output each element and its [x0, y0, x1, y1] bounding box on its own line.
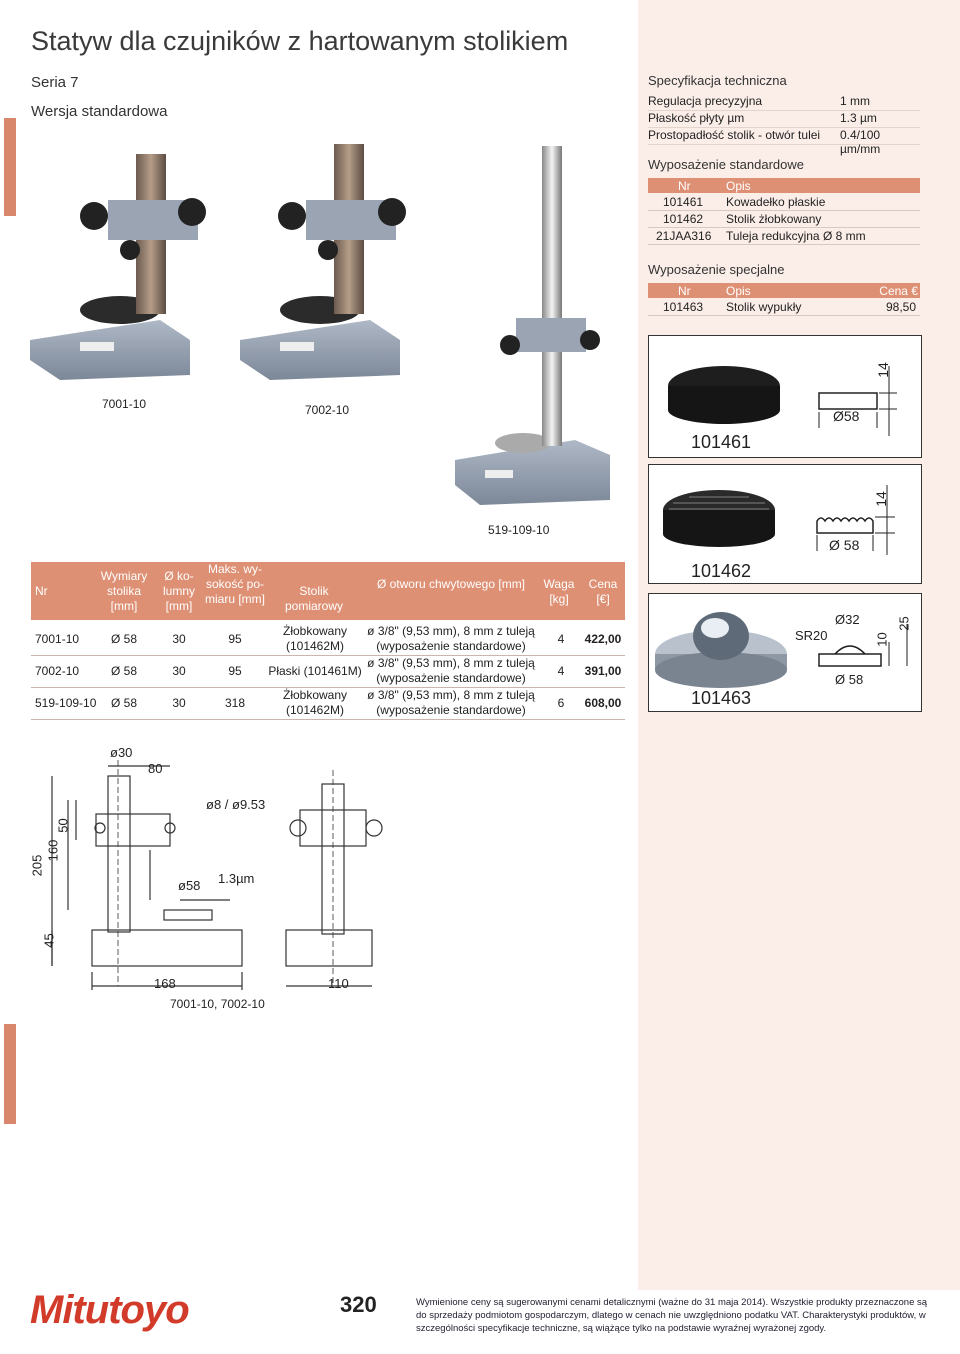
cell-price: 98,50	[885, 300, 916, 314]
cell-price: 391,00	[584, 664, 622, 678]
cell-nr: 101462	[663, 212, 704, 226]
dim-diameter: Ø58	[833, 408, 860, 424]
dim-160: 160	[45, 839, 61, 862]
cell-column: 30	[172, 632, 186, 646]
spec-row	[648, 110, 920, 128]
table-row	[31, 624, 625, 656]
technical-drawing	[30, 740, 390, 1000]
dim-50: 50	[55, 818, 71, 833]
cell-nr: 7001-10	[35, 632, 80, 646]
standard-heading: Wyposażenie standardowe	[648, 157, 804, 172]
dim-base-diameter: Ø 58	[835, 672, 864, 687]
product-table-header	[31, 562, 625, 620]
spec-heading: Specyfikacja techniczna	[648, 73, 787, 88]
accent-bar-bottom	[4, 1024, 16, 1124]
stand-7002-10	[240, 144, 406, 380]
mitutoyo-logo: Mitutoyo	[30, 1288, 189, 1332]
stand-7001-10	[30, 154, 206, 380]
drawing-caption: 7001-10, 7002-10	[170, 997, 265, 1011]
cell-nr: 101461	[663, 195, 704, 209]
col-desc: Opis	[726, 284, 751, 298]
spec-label: Prostopadłość stolik - otwór tulei	[648, 128, 821, 142]
dim-table-diameter: ø58	[178, 878, 201, 893]
part-code: 101463	[691, 688, 752, 708]
cell-desc: Kowadełko płaskie	[726, 195, 826, 209]
dim-diameter: Ø 58	[829, 537, 860, 553]
grooved-table-image	[649, 465, 921, 583]
table-row	[648, 299, 920, 316]
th-hole: Ø otworu chwytowego [mm]	[376, 577, 526, 591]
dim-height-10: 10	[874, 632, 890, 647]
th-weight: Waga [kg]	[543, 577, 575, 606]
flat-anvil-image	[649, 336, 921, 457]
cell-price: 608,00	[584, 696, 622, 710]
th-stolik: Stolik pomiarowy	[284, 584, 344, 613]
dim-45: 45	[41, 933, 57, 948]
dim-hole: ø8 / ø9.53	[206, 797, 266, 812]
cell-dims: Ø 58	[110, 696, 137, 710]
col-price: Cena €	[879, 284, 918, 298]
cell-weight: 6	[557, 696, 565, 710]
standard-table-header	[648, 178, 920, 193]
spec-row	[648, 127, 920, 156]
part-101461-box	[648, 335, 922, 458]
table-row	[31, 656, 625, 688]
part-code: 101461	[691, 432, 752, 452]
th-dims: Wymiary stolika [mm]	[100, 569, 148, 613]
th-column: Ø ko- lumny [mm]	[162, 569, 195, 613]
dim-ball-diameter: Ø32	[835, 612, 860, 627]
part-101463-box	[648, 593, 922, 712]
dim-205: 205	[29, 854, 45, 877]
cell-nr: 7002-10	[35, 664, 80, 678]
dim-flatness: 1.3µm	[218, 871, 255, 886]
col-nr: Nr	[678, 284, 691, 298]
dim-column-diameter: ø30	[110, 745, 133, 760]
cell-hole: ø 3/8" (9,53 mm), 8 mm z tuleją (wyposażenie standardowe)	[367, 688, 535, 717]
cell-desc: Tuleja redukcyjna Ø 8 mm	[726, 229, 866, 243]
col-desc: Opis	[726, 179, 751, 193]
page-number: 320	[340, 1292, 377, 1317]
cell-stolik: Żłobkowany (101462M)	[282, 688, 348, 717]
dim-80: 80	[148, 761, 163, 776]
cell-max: 318	[224, 696, 246, 710]
cell-weight: 4	[557, 632, 565, 646]
caption-519-109-10: 519-109-10	[488, 523, 550, 537]
spec-value: 0.4/100 µm/mm	[840, 128, 881, 156]
series-label: Seria 7	[31, 74, 79, 91]
col-nr: Nr	[678, 179, 691, 193]
cell-dims: Ø 58	[110, 664, 137, 678]
dim-height: 14	[874, 362, 891, 378]
dim-110: 110	[328, 976, 349, 991]
cell-nr: 21JAA316	[656, 229, 712, 243]
caption-7002-10: 7002-10	[305, 403, 350, 417]
cell-column: 30	[172, 664, 186, 678]
spec-value: 1.3 µm	[840, 111, 877, 125]
cell-hole: ø 3/8" (9,53 mm), 8 mm z tuleją (wyposażenie standardowe)	[367, 624, 535, 653]
cell-weight: 4	[557, 664, 565, 678]
cell-nr: 101463	[663, 300, 704, 314]
table-row	[648, 228, 920, 245]
convex-table-image	[649, 594, 921, 711]
cell-column: 30	[172, 696, 186, 710]
dim-sphere-radius: SR20	[795, 628, 828, 643]
spec-label: Płaskość płyty µm	[648, 111, 745, 125]
cell-nr: 519-109-10	[35, 696, 97, 710]
page-title: Statyw dla czujników z hartowanym stolikiem	[31, 26, 569, 56]
stand-519-109-10	[455, 146, 610, 505]
product-photos	[30, 140, 610, 520]
th-nr: Nr	[35, 584, 48, 598]
table-row	[648, 211, 920, 228]
th-price: Cena [€]	[588, 577, 618, 606]
cell-max: 95	[228, 664, 242, 678]
th-max-height: Maks. wy- sokość po- miaru [mm]	[205, 562, 265, 606]
cell-desc: Stolik wypukły	[726, 300, 802, 314]
cell-desc: Stolik żłobkowany	[726, 212, 822, 226]
cell-hole: ø 3/8" (9,53 mm), 8 mm z tuleją (wyposażenie standardowe)	[367, 656, 535, 685]
dim-height-25: 25	[896, 616, 912, 631]
accent-bar-top	[4, 118, 16, 216]
part-101462-box	[648, 464, 922, 584]
special-table-header	[648, 283, 920, 298]
cell-stolik: Płaski (101461M)	[268, 664, 362, 678]
part-code: 101462	[691, 561, 752, 581]
caption-7001-10: 7001-10	[102, 397, 147, 411]
cell-dims: Ø 58	[110, 632, 137, 646]
spec-value: 1 mm	[840, 94, 870, 108]
dim-168: 168	[154, 976, 176, 991]
special-heading: Wyposażenie specjalne	[648, 262, 785, 277]
spec-label: Regulacja precyzyjna	[648, 94, 763, 108]
footer-note: Wymienione ceny są sugerowanymi cenami detalicznymi (ważne do 31 maja 2014). Wszystkie produkty przeznaczone są do sprzedaży podmiotom gospodarczym, dlatego w cenach nie uwzględniono podatku VAT. Charakterystyki produktów, w szczególności specyfikacje techniczne, są wiążące tylko na podstawie wyraźnej wyrażonej zgody.	[416, 1297, 928, 1334]
cell-stolik: Żłobkowany (101462M)	[282, 624, 348, 653]
dim-height: 14	[872, 491, 889, 507]
cell-max: 95	[228, 632, 242, 646]
table-row	[31, 688, 625, 720]
cell-price: 422,00	[584, 632, 622, 646]
version-label: Wersja standardowa	[31, 103, 168, 120]
spec-row	[648, 93, 920, 111]
table-row	[648, 194, 920, 211]
